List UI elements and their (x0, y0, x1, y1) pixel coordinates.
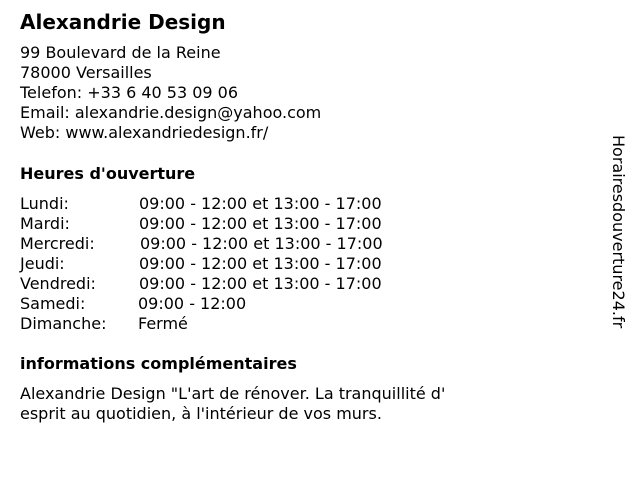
contact-block (20, 43, 321, 143)
day-label: Lundi: (20, 194, 69, 213)
additional-info-heading: informations complémentaires (20, 354, 297, 373)
day-hours: Fermé (138, 314, 188, 333)
day-label: Dimanche: (20, 314, 107, 333)
day-label: Samedi: (20, 294, 86, 313)
website-line: Web: www.alexandriedesign.fr/ (20, 123, 269, 142)
day-hours: 09:00 - 12:00 et 13:00 - 17:00 (139, 274, 382, 293)
day-label: Mercredi: (20, 234, 95, 253)
address-street: 99 Boulevard de la Reine (20, 43, 221, 62)
day-hours: 09:00 - 12:00 et 13:00 - 17:00 (139, 214, 382, 233)
day-label: Vendredi: (20, 274, 96, 293)
business-name: Alexandrie Design (20, 10, 226, 34)
day-label: Jeudi: (20, 254, 65, 273)
day-hours: 09:00 - 12:00 et 13:00 - 17:00 (140, 234, 383, 253)
day-label: Mardi: (20, 214, 70, 233)
opening-hours-heading: Heures d'ouverture (20, 164, 196, 183)
additional-info-text: Alexandrie Design "L'art de rénover. La tranquillité d' esprit au quotidien, à l'intérieur de vos murs. (20, 384, 446, 423)
day-hours: 09:00 - 12:00 et 13:00 - 17:00 (139, 194, 382, 213)
email-line: Email: alexandrie.design@yahoo.com (20, 103, 322, 122)
phone-line: Telefon: +33 6 40 53 09 06 (20, 83, 239, 102)
site-watermark: Horairesdouverture24.fr (609, 135, 628, 329)
day-hours: 09:00 - 12:00 et 13:00 - 17:00 (139, 254, 382, 273)
address-city: 78000 Versailles (20, 63, 152, 82)
day-hours: 09:00 - 12:00 (138, 294, 247, 313)
